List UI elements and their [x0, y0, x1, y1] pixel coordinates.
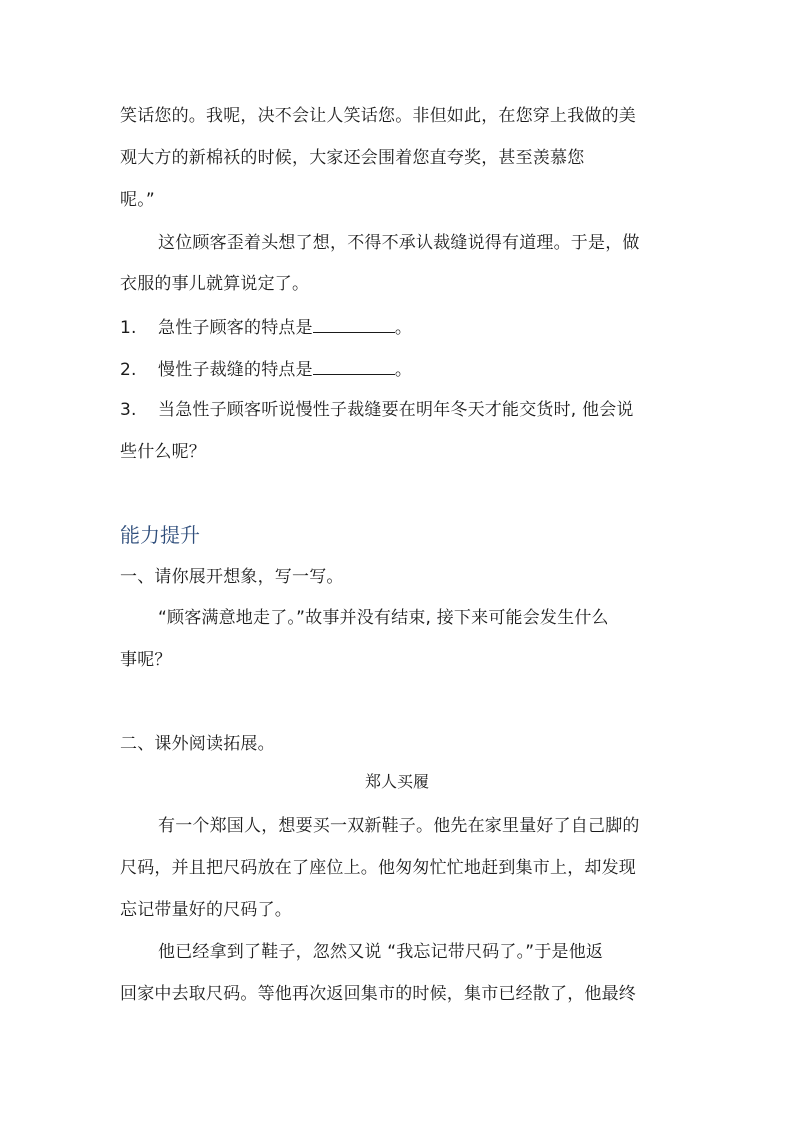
question-1: [120, 314, 412, 340]
story-paragraph-line: 这位顾客歪着头想了想，不得不承认裁缝说得有道理。于是，做: [158, 233, 640, 253]
answer-blank[interactable]: [313, 314, 395, 333]
story-paragraph-line: 笑话您的。我呢，决不会让人笑话您。非但如此，在您穿上我做的美: [120, 106, 636, 126]
part-1-prompt-line: “顾客满意地走了。”故事并没有结束, 接下来可能会发生什么: [158, 608, 609, 628]
reading-paragraph-line: 他已经拿到了鞋子，忽然又说 “我忘记带尺码了。”于是他返: [158, 942, 604, 962]
reading-paragraph-line: 回家中去取尺码。等他再次返回集市的时候，集市已经散了，他最终: [120, 984, 636, 1004]
reading-paragraph-line: 有一个郑国人，想要买一双新鞋子。他先在家里量好了自己脚的: [158, 816, 640, 836]
part-2-title: 二、课外阅读拓展。: [120, 734, 275, 754]
story-paragraph-line: 观大方的新棉袄的时候，大家还会围着您直夸奖，甚至羡慕您: [120, 148, 585, 168]
part-1-prompt-line: 事呢？: [120, 650, 172, 670]
question-3: [120, 398, 634, 422]
question-3-continuation: 些什么呢？: [120, 442, 206, 462]
question-tail: 。: [394, 360, 413, 380]
question-text: 当急性子顾客听说慢性子裁缝要在明年冬天才能交货时, 他会说: [158, 400, 634, 420]
section-heading: 能力提升: [120, 523, 200, 547]
part-1-title: 一、请你展开想象，写一写。: [120, 567, 344, 587]
reading-paragraph-line: 忘记带量好的尺码了。: [120, 900, 292, 920]
question-2: [120, 356, 412, 382]
story-paragraph-line: 呢。”: [120, 190, 155, 210]
question-text: 慢性子裁缝的特点是: [158, 360, 313, 380]
question-number: 3.: [120, 400, 137, 420]
reading-paragraph-line: 尺码，并且把尺码放在了座位上。他匆匆忙忙地赶到集市上，却发现: [120, 858, 636, 878]
question-number: 2.: [120, 360, 137, 380]
question-tail: 。: [394, 318, 413, 338]
question-number: 1.: [120, 318, 137, 338]
question-text: 急性子顾客的特点是: [158, 318, 313, 338]
answer-blank[interactable]: [313, 356, 395, 375]
story-paragraph-line: 衣服的事儿就算说定了。: [120, 274, 310, 294]
story-title: 郑人买履: [364, 772, 429, 791]
